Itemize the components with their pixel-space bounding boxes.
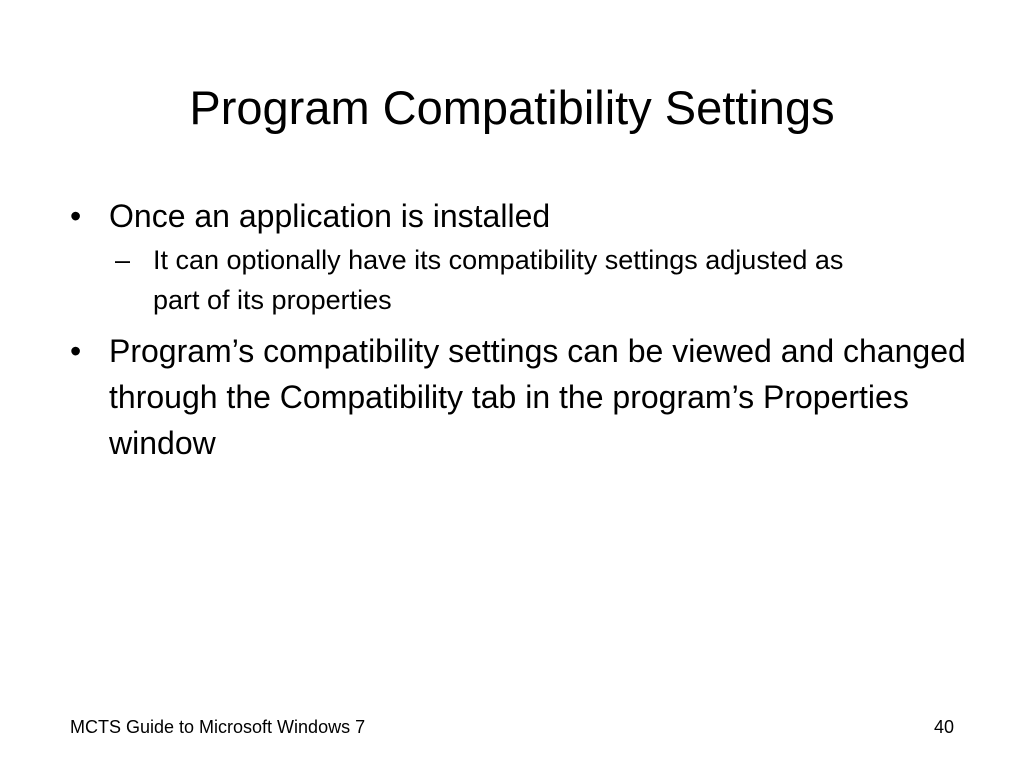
bullet-marker: • — [70, 198, 82, 234]
slide-content — [70, 193, 970, 466]
bullet-item — [70, 328, 970, 466]
sub-bullet-marker: – — [115, 245, 131, 275]
bullet-marker: • — [70, 333, 82, 369]
sub-bullet-list — [115, 240, 970, 320]
footer-course-title: MCTS Guide to Microsoft Windows 7 — [70, 717, 366, 737]
bullet-item — [70, 193, 970, 320]
bullet-text: Program’s compatibility settings can be viewed and changed through the Compatibility tab in the program’s Properties window — [109, 333, 966, 461]
sub-bullet-text: It can optionally have its compatibility settings adjusted as part of its properties — [153, 245, 844, 315]
sub-bullet-item — [115, 240, 853, 320]
page-number: 40 — [933, 717, 954, 737]
slide-title: Program Compatibility Settings — [189, 81, 835, 134]
bullet-text: Once an application is installed — [109, 198, 551, 234]
